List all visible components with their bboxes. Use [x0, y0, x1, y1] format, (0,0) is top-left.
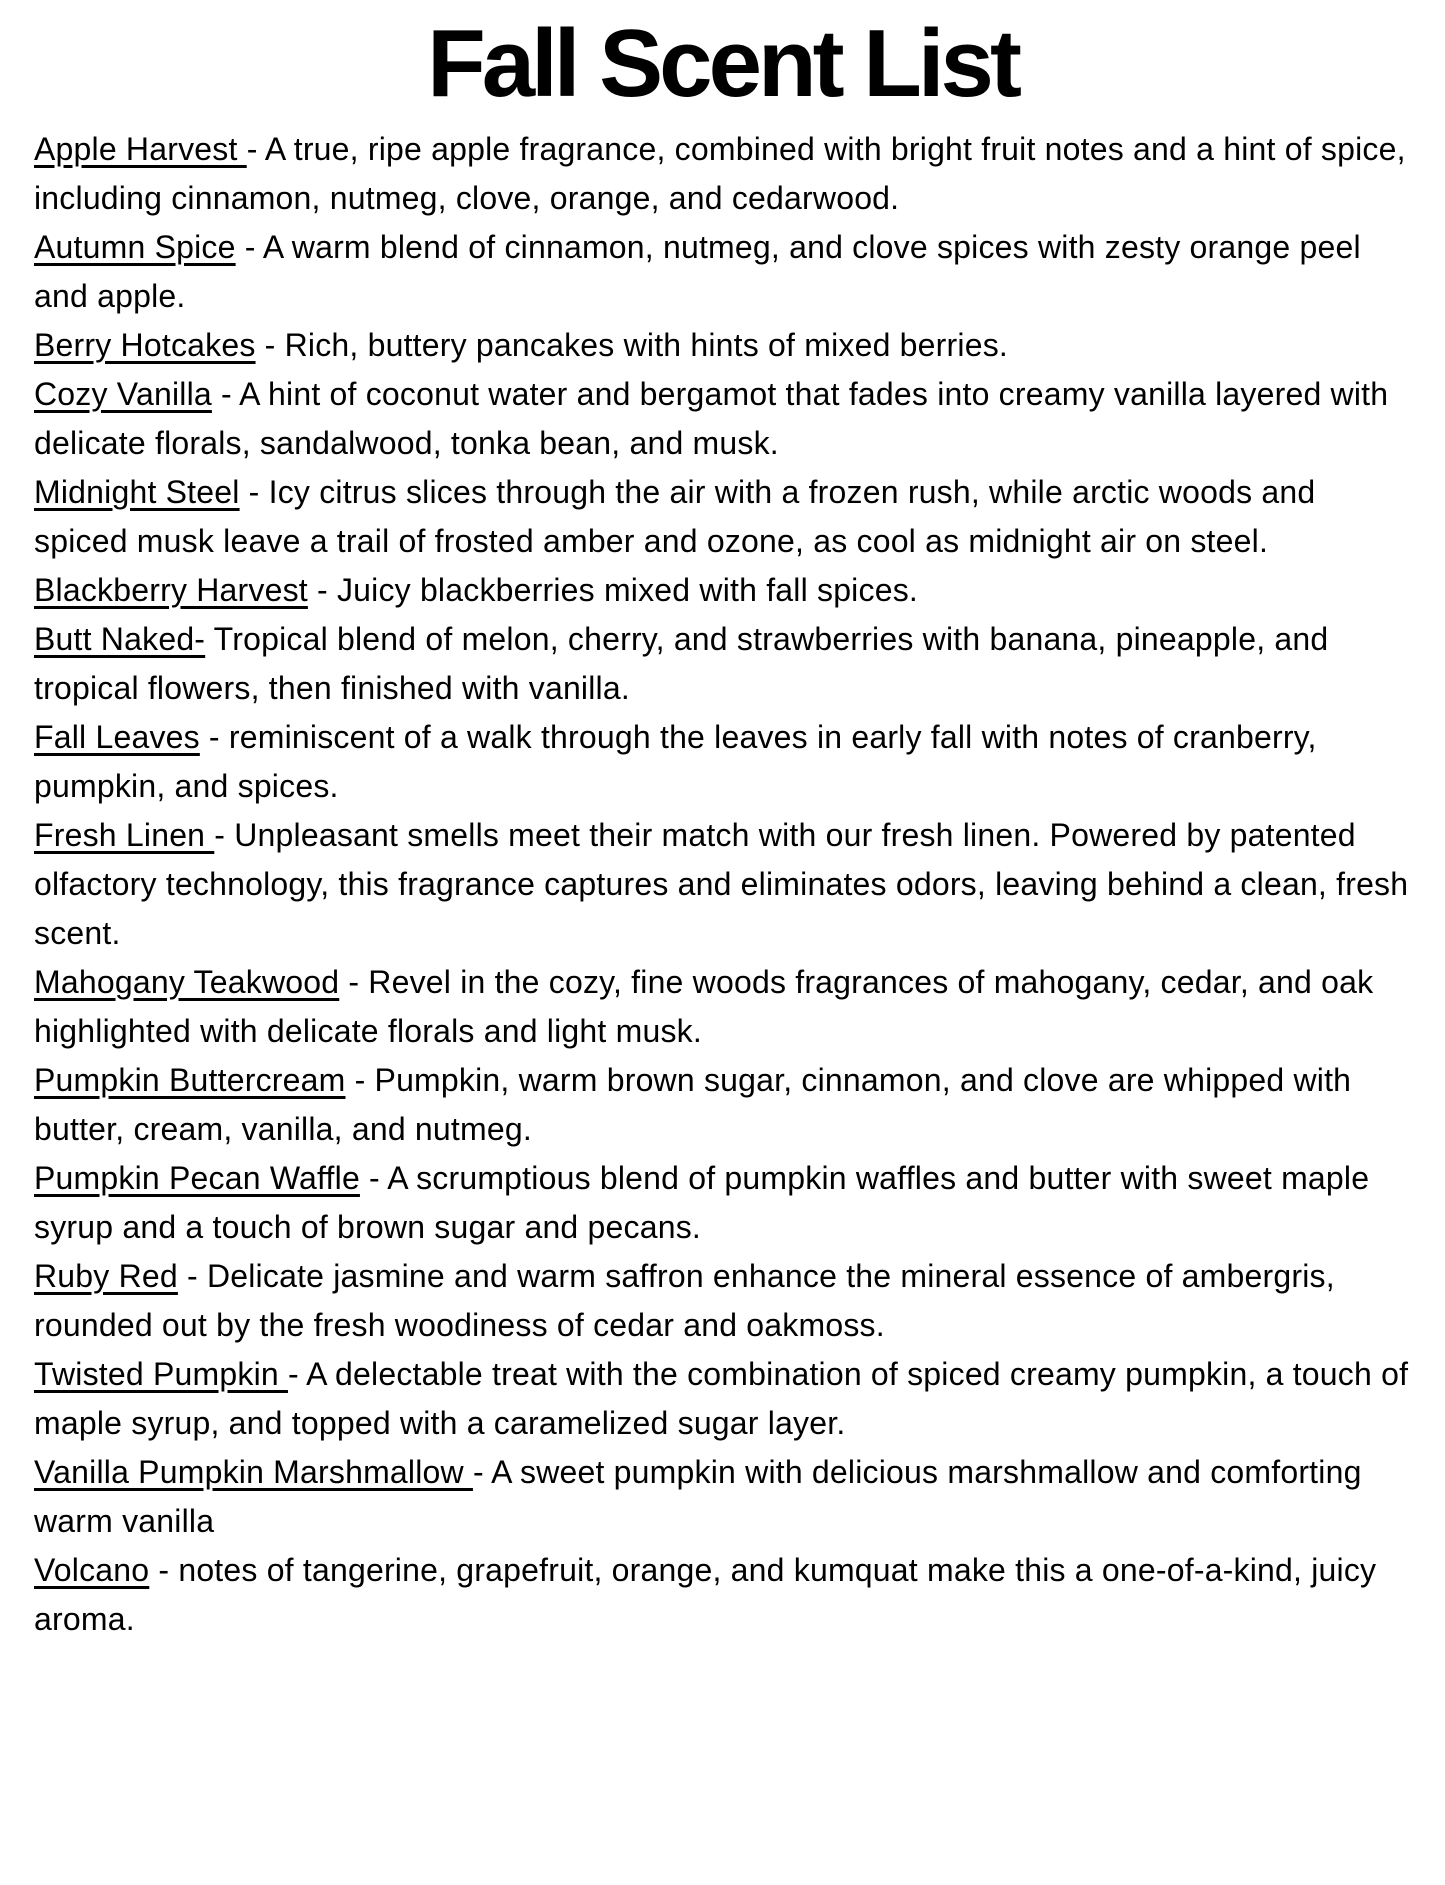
scent-description: - Pumpkin, warm brown sugar, cinnamon, and clove are whipped with butter, cream, vanilla, and nutmeg. [34, 1061, 1352, 1147]
scent-description: - Juicy blackberries mixed with fall spices. [307, 571, 918, 608]
scent-name: Fresh Linen [34, 816, 215, 853]
scent-description: - reminiscent of a walk through the leaves in early fall with notes of cranberry, pumpkin, and spices. [34, 718, 1317, 804]
scent-entry-pumpkin-pecan-waffle [34, 1154, 1411, 1252]
scent-description: - A hint of coconut water and bergamot that fades into creamy vanilla layered with delicate florals, sandalwood, tonka bean, and musk. [34, 375, 1389, 461]
scent-entry-apple-harvest [34, 125, 1411, 223]
page-title: Fall Scent List [427, 10, 1018, 117]
scent-description: - Revel in the cozy, fine woods fragrances of mahogany, cedar, and oak highlighted with delicate florals and light musk. [34, 963, 1374, 1049]
scent-entry-pumpkin-buttercream [34, 1056, 1411, 1154]
scent-description: Tropical blend of melon, cherry, and strawberries with banana, pineapple, and tropical flowers, then finished with vanilla. [34, 620, 1329, 706]
scent-name: Butt Naked- [34, 620, 206, 657]
scent-entry-midnight-steel [34, 468, 1411, 566]
scent-name: Berry Hotcakes [34, 326, 256, 363]
scent-name: Autumn Spice [34, 228, 236, 265]
scent-entry-fresh-linen [34, 811, 1411, 958]
scent-entry-blackberry-harvest [34, 566, 1411, 615]
scent-entry-berry-hotcakes [34, 321, 1411, 370]
scent-name: Cozy Vanilla [34, 375, 212, 412]
scent-name: Mahogany Teakwood [34, 963, 340, 1000]
scent-entry-twisted-pumpkin [34, 1350, 1411, 1448]
scent-list [34, 125, 1411, 1644]
scent-entry-ruby-red [34, 1252, 1411, 1350]
scent-name: Vanilla Pumpkin Marshmallow [34, 1453, 473, 1490]
scent-description: - Unpleasant smells meet their match with our fresh linen. Powered by patented olfactory technology, this fragrance captures and eliminates odors, leaving behind a clean, fresh scent. [34, 816, 1409, 951]
scent-name: Midnight Steel [34, 473, 240, 510]
scent-entry-cozy-vanilla [34, 370, 1411, 468]
scent-name: Twisted Pumpkin [34, 1355, 288, 1392]
scent-name: Pumpkin Pecan Waffle [34, 1159, 360, 1196]
scent-name: Ruby Red [34, 1257, 178, 1294]
scent-description: - A scrumptious blend of pumpkin waffles and butter with sweet maple syrup and a touch of brown sugar and pecans. [34, 1159, 1370, 1245]
scent-description: - Delicate jasmine and warm saffron enhance the mineral essence of ambergris, rounded out by the fresh woodiness of cedar and oakmoss. [34, 1257, 1335, 1343]
scent-name: Volcano [34, 1551, 150, 1588]
scent-name: Pumpkin Buttercream [34, 1061, 346, 1098]
scent-entry-butt-naked [34, 615, 1411, 713]
scent-name: Blackberry Harvest [34, 571, 308, 608]
scent-entry-vanilla-pumpkin-marshmallow [34, 1448, 1411, 1546]
scent-entry-autumn-spice [34, 223, 1411, 321]
scent-description: - A true, ripe apple fragrance, combined with bright fruit notes and a hint of spice, including cinnamon, nutmeg, clove, orange, and cedarwood. [34, 130, 1406, 216]
scent-description: - A sweet pumpkin with delicious marshmallow and comforting warm vanilla [34, 1453, 1362, 1539]
scent-entry-mahogany-teakwood [34, 958, 1411, 1056]
scent-entry-volcano [34, 1546, 1411, 1644]
scent-description: - Icy citrus slices through the air with a frozen rush, while arctic woods and spiced musk leave a trail of frosted amber and ozone, as cool as midnight air on steel. [34, 473, 1316, 559]
document-page [0, 10, 1445, 1885]
scent-description: - A warm blend of cinnamon, nutmeg, and clove spices with zesty orange peel and apple. [34, 228, 1361, 314]
scent-description: - A delectable treat with the combination of spiced creamy pumpkin, a touch of maple syrup, and topped with a caramelized sugar layer. [34, 1355, 1409, 1441]
scent-name: Fall Leaves [34, 718, 200, 755]
scent-name: Apple Harvest [34, 130, 247, 167]
scent-description: - notes of tangerine, grapefruit, orange, and kumquat make this a one-of-a-kind, juicy aroma. [34, 1551, 1377, 1637]
scent-entry-fall-leaves [34, 713, 1411, 811]
scent-description: - Rich, buttery pancakes with hints of mixed berries. [255, 326, 1008, 363]
